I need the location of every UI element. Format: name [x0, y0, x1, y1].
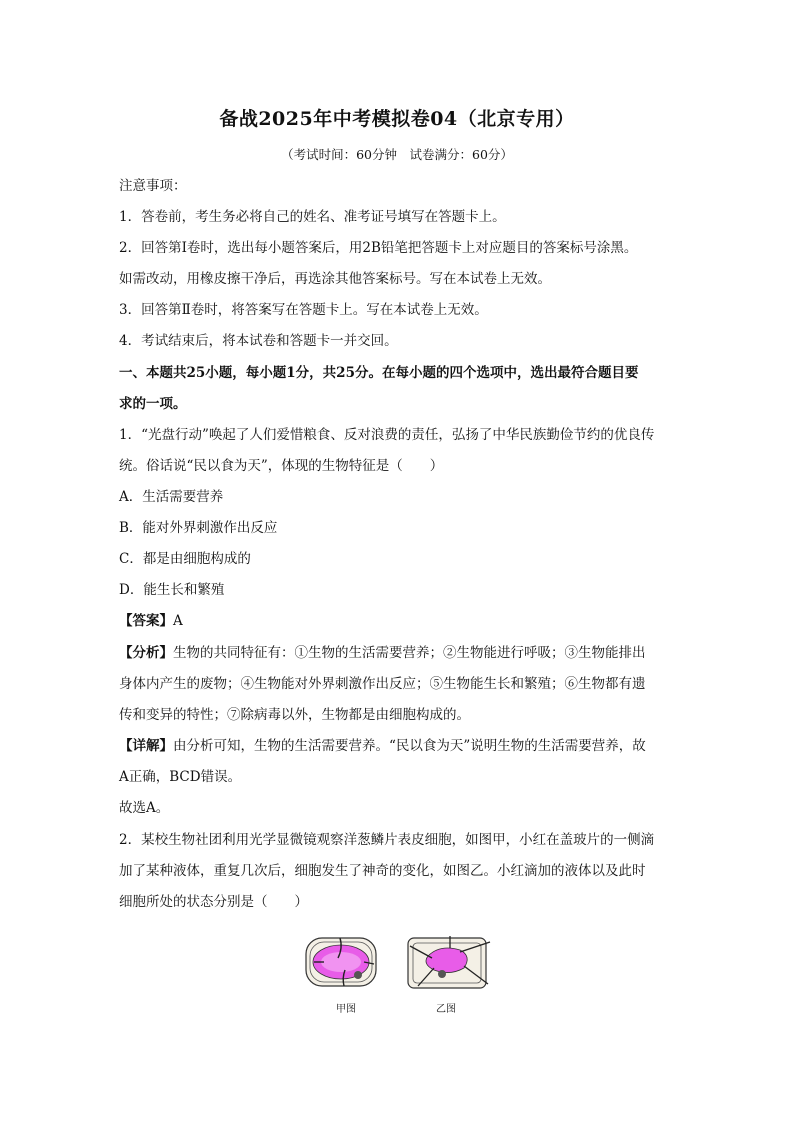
option-b: B．能对外界刺激作出反应: [119, 520, 278, 536]
question-1-stem: 1．“光盘行动”唤起了人们爱惜粮食、反对浪费的责任，弘扬了中华民族勤俭节约的优良传: [119, 427, 655, 443]
analysis-text: 传和变异的特性；⑦除病毒以外，生物都是由细胞构成的。: [119, 707, 470, 723]
conclusion: 故选A。: [119, 800, 170, 816]
note-line: 1．答卷前，考生务必将自己的姓名、准考证号填写在答题卡上。: [119, 209, 506, 225]
question-2-stem: 2．某校生物社团利用光学显微镜观察洋葱鳞片表皮细胞，如图甲，小红在盖玻片的一侧滴: [119, 832, 655, 848]
cell-figure: [300, 932, 500, 1015]
note-line: 如需改动，用橡皮擦干净后，再选涂其他答案标号。写在本试卷上无效。: [119, 271, 551, 287]
option-d: D．能生长和繁殖: [119, 582, 225, 598]
question-2-stem: 细胞所处的状态分别是（ ）: [119, 894, 308, 910]
figure-label-b: 乙图: [436, 1004, 456, 1015]
detail-line: [119, 737, 679, 755]
note-line: 2．回答第Ⅰ卷时，选出每小题答案后，用2B铅笔把答题卡上对应题目的答案标号涂黑。: [119, 240, 638, 256]
detail-label: 【详解】: [119, 738, 173, 754]
option-a: A．生活需要营养: [119, 489, 224, 505]
question-1-stem: 统。俗话说“民以食为天”，体现的生物特征是（ ）: [119, 458, 444, 474]
page-title: 备战2025年中考模拟卷04（北京专用）: [219, 108, 575, 130]
cell-b: [408, 936, 490, 988]
cell-a: [306, 938, 376, 986]
answer-line: [119, 612, 679, 630]
note-line: 3．回答第Ⅱ卷时，将答案写在答题卡上。写在本试卷上无效。: [119, 302, 488, 318]
notes-heading: 注意事项：: [119, 178, 187, 194]
detail-text: A正确，BCD错误。: [119, 769, 242, 785]
answer-label: 【答案】: [119, 613, 173, 629]
cell-diagrams-svg: [300, 932, 500, 1002]
section-heading: 求的一项。: [119, 396, 187, 412]
exam-subtitle: （考试时间：60分钟 试卷满分：60分）: [281, 147, 513, 162]
section-heading: 一、本题共25小题，每小题1分，共25分。在每小题的四个选项中，选出最符合题目要: [119, 365, 639, 381]
option-c: C．都是由细胞构成的: [119, 551, 251, 567]
analysis-line: [119, 644, 679, 662]
analysis-label: 【分析】: [119, 645, 173, 661]
figure-label-a: 甲图: [336, 1004, 356, 1015]
question-2-stem: 加了某种液体，重复几次后，细胞发生了神奇的变化，如图乙。小红滴加的液体以及此时: [119, 863, 646, 879]
note-line: 4．考试结束后，将本试卷和答题卡一并交回。: [119, 333, 398, 349]
answer-value: A: [173, 613, 183, 629]
analysis-text: 身体内产生的废物；④生物能对外界刺激作出反应；⑤生物能生长和繁殖；⑥生物都有遗: [119, 676, 646, 692]
analysis-text: 生物的共同特征有：①生物的生活需要营养；②生物能进行呼吸；③生物能排出: [173, 645, 646, 661]
detail-text: 由分析可知，生物的生活需要营养。“民以食为天”说明生物的生活需要营养，故: [173, 738, 646, 754]
